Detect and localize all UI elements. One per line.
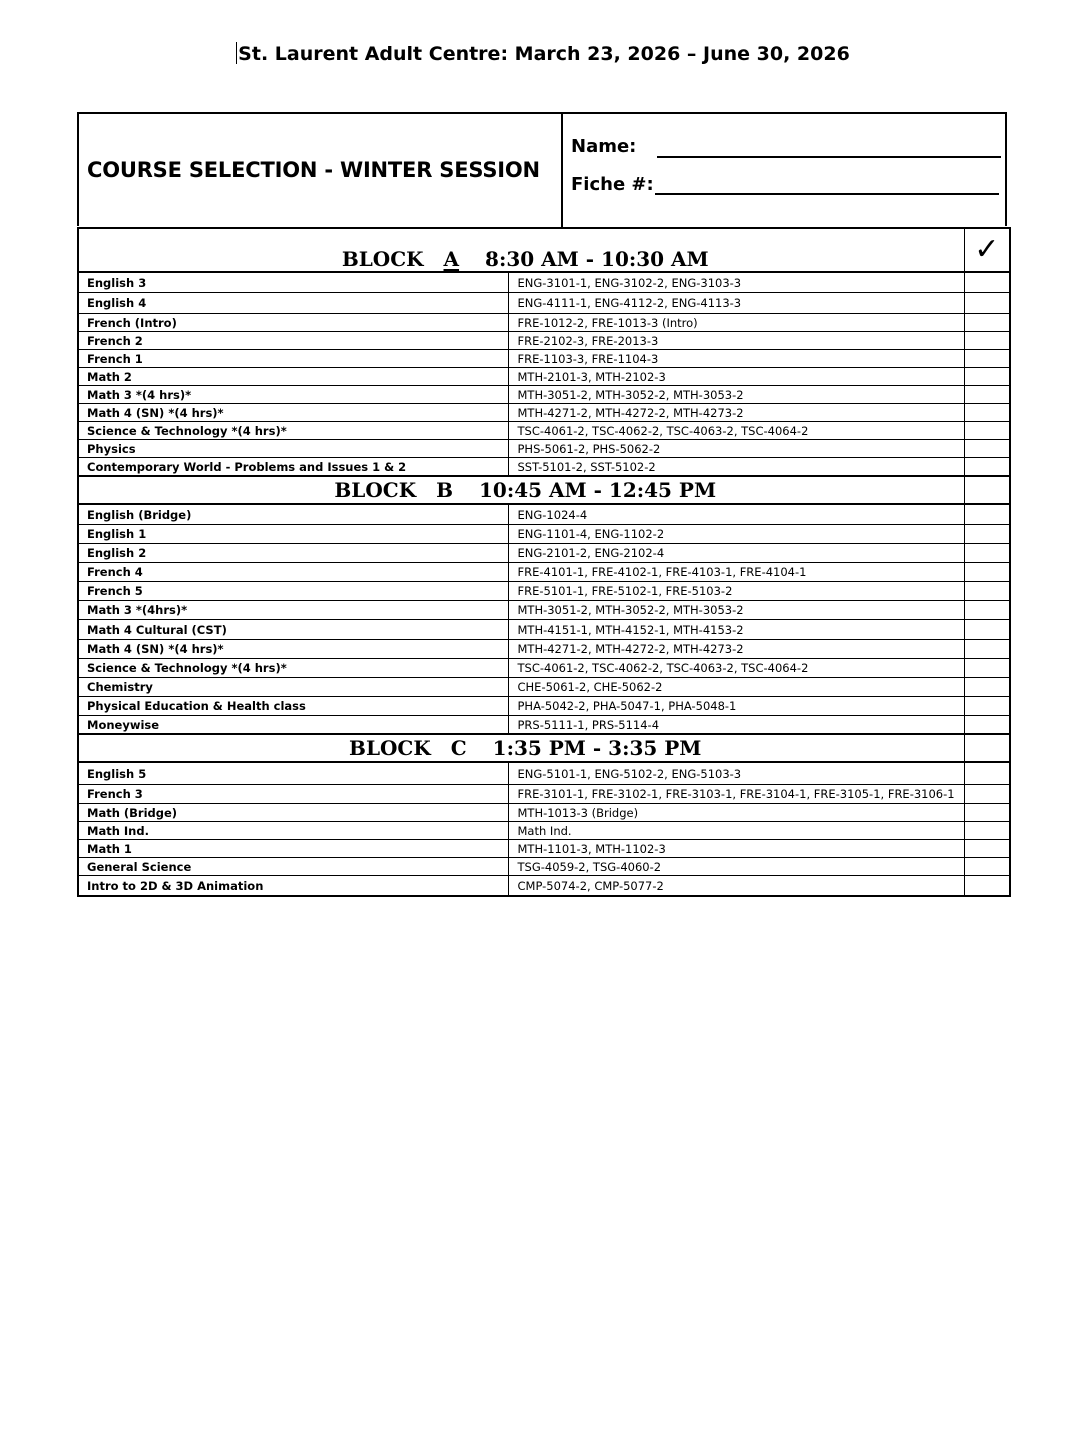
- table-row: [78, 332, 1010, 350]
- course-name: Chemistry: [78, 678, 508, 697]
- table-row: [78, 620, 1010, 640]
- course-codes: FRE-1103-3, FRE-1104-3: [508, 350, 964, 368]
- course-checkbox[interactable]: [964, 272, 1010, 293]
- table-row: [78, 678, 1010, 697]
- course-checkbox[interactable]: [964, 350, 1010, 368]
- course-name: Math 3 *(4 hrs)*: [78, 386, 508, 404]
- course-codes: CHE-5061-2, CHE-5062-2: [508, 678, 964, 697]
- block-label: BLOCK: [349, 736, 431, 760]
- course-checkbox[interactable]: [964, 659, 1010, 678]
- course-checkbox[interactable]: [964, 293, 1010, 314]
- course-codes: MTH-3051-2, MTH-3052-2, MTH-3053-2: [508, 601, 964, 620]
- table-row: [78, 525, 1010, 544]
- course-checkbox[interactable]: [964, 804, 1010, 822]
- table-row: [78, 582, 1010, 601]
- block-letter: C: [450, 736, 467, 760]
- block-title: [78, 476, 964, 504]
- course-name: Math Ind.: [78, 822, 508, 840]
- table-row: [78, 697, 1010, 716]
- course-name: Math 3 *(4hrs)*: [78, 601, 508, 620]
- course-checkbox[interactable]: [964, 762, 1010, 785]
- course-codes: MTH-4271-2, MTH-4272-2, MTH-4273-2: [508, 640, 964, 659]
- table-row: [78, 822, 1010, 840]
- course-checkbox[interactable]: [964, 404, 1010, 422]
- course-checkbox[interactable]: [964, 332, 1010, 350]
- course-checkbox[interactable]: [964, 678, 1010, 697]
- course-checkbox[interactable]: [964, 422, 1010, 440]
- course-codes: MTH-2101-3, MTH-2102-3: [508, 368, 964, 386]
- course-name: French 5: [78, 582, 508, 601]
- course-checkbox[interactable]: [964, 620, 1010, 640]
- course-checkbox[interactable]: [964, 876, 1010, 897]
- table-row: [78, 368, 1010, 386]
- course-checkbox[interactable]: [964, 601, 1010, 620]
- course-checkbox[interactable]: [964, 386, 1010, 404]
- course-name: French 3: [78, 785, 508, 804]
- course-name: English 2: [78, 544, 508, 563]
- course-name: French 2: [78, 332, 508, 350]
- block-check-cell: [964, 476, 1010, 504]
- block-time: 10:45 AM - 12:45 PM: [479, 478, 717, 502]
- course-codes: PHS-5061-2, PHS-5062-2: [508, 440, 964, 458]
- table-row: [78, 504, 1010, 525]
- block-time: 8:30 AM - 10:30 AM: [485, 247, 709, 271]
- course-codes: SST-5101-2, SST-5102-2: [508, 458, 964, 477]
- course-checkbox[interactable]: [964, 544, 1010, 563]
- course-checkbox[interactable]: [964, 563, 1010, 582]
- course-codes: ENG-2101-2, ENG-2102-4: [508, 544, 964, 563]
- course-codes: ENG-4111-1, ENG-4112-2, ENG-4113-3: [508, 293, 964, 314]
- course-codes: ENG-1024-4: [508, 504, 964, 525]
- course-name: French 1: [78, 350, 508, 368]
- block-title: [78, 734, 964, 762]
- course-name: Math 4 (SN) *(4 hrs)*: [78, 640, 508, 659]
- course-codes: TSC-4061-2, TSC-4062-2, TSC-4063-2, TSC-4064-2: [508, 422, 964, 440]
- block-label: BLOCK: [341, 247, 424, 271]
- course-checkbox[interactable]: [964, 785, 1010, 804]
- table-row: [78, 563, 1010, 582]
- block-check-cell: [964, 228, 1010, 272]
- table-row: [78, 716, 1010, 735]
- block-header-row: [78, 734, 1010, 762]
- course-checkbox[interactable]: [964, 858, 1010, 876]
- course-checkbox[interactable]: [964, 440, 1010, 458]
- course-schedule-table: [77, 227, 1011, 897]
- course-selection-form-header: [77, 112, 1007, 226]
- course-codes: MTH-1101-3, MTH-1102-3: [508, 840, 964, 858]
- course-name: Math 2: [78, 368, 508, 386]
- block-time: 1:35 PM - 3:35 PM: [492, 736, 702, 760]
- block-header-row: [78, 228, 1010, 272]
- course-codes: TSC-4061-2, TSC-4062-2, TSC-4063-2, TSC-4064-2: [508, 659, 964, 678]
- course-name: English (Bridge): [78, 504, 508, 525]
- course-name: English 5: [78, 762, 508, 785]
- course-name: Intro to 2D & 3D Animation: [78, 876, 508, 897]
- course-name: General Science: [78, 858, 508, 876]
- course-codes: PRS-5111-1, PRS-5114-4: [508, 716, 964, 735]
- form-heading: COURSE SELECTION - WINTER SESSION: [87, 158, 540, 182]
- course-name: Math 4 Cultural (CST): [78, 620, 508, 640]
- document-title-text: St. Laurent Adult Centre: March 23, 2026 – June 30, 2026: [238, 43, 850, 65]
- course-name: Physical Education & Health class: [78, 697, 508, 716]
- table-row: [78, 659, 1010, 678]
- course-checkbox[interactable]: [964, 640, 1010, 659]
- course-checkbox[interactable]: [964, 368, 1010, 386]
- course-codes: Math Ind.: [508, 822, 964, 840]
- table-row: [78, 293, 1010, 314]
- table-row: [78, 458, 1010, 477]
- table-row: [78, 804, 1010, 822]
- block-label: BLOCK: [334, 478, 417, 502]
- table-row: [78, 314, 1010, 332]
- fiche-label: Fiche #:: [571, 174, 654, 195]
- course-name: Contemporary World - Problems and Issues 1 & 2: [78, 458, 508, 477]
- course-codes: MTH-3051-2, MTH-3052-2, MTH-3053-2: [508, 386, 964, 404]
- course-checkbox[interactable]: [964, 840, 1010, 858]
- course-name: English 4: [78, 293, 508, 314]
- course-name: Moneywise: [78, 716, 508, 735]
- course-name: Physics: [78, 440, 508, 458]
- table-row: [78, 858, 1010, 876]
- course-name: Math (Bridge): [78, 804, 508, 822]
- table-row: [78, 386, 1010, 404]
- course-name: English 1: [78, 525, 508, 544]
- course-codes: FRE-2102-3, FRE-2013-3: [508, 332, 964, 350]
- course-codes: ENG-1101-4, ENG-1102-2: [508, 525, 964, 544]
- table-row: [78, 876, 1010, 897]
- course-codes: MTH-4271-2, MTH-4272-2, MTH-4273-2: [508, 404, 964, 422]
- name-field[interactable]: [657, 156, 1001, 158]
- course-name: Science & Technology *(4 hrs)*: [78, 659, 508, 678]
- course-codes: ENG-3101-1, ENG-3102-2, ENG-3103-3: [508, 272, 964, 293]
- block-letter: B: [436, 478, 454, 502]
- table-row: [78, 422, 1010, 440]
- course-name: Math 4 (SN) *(4 hrs)*: [78, 404, 508, 422]
- fiche-field[interactable]: [655, 193, 999, 195]
- document-title: [0, 42, 1086, 65]
- course-checkbox[interactable]: [964, 314, 1010, 332]
- course-codes: FRE-1012-2, FRE-1013-3 (Intro): [508, 314, 964, 332]
- block-letter: A: [443, 247, 460, 271]
- checkmark-icon: ✓: [974, 232, 1000, 267]
- name-label: Name:: [571, 136, 637, 157]
- course-codes: FRE-3101-1, FRE-3102-1, FRE-3103-1, FRE-3104-1, FRE-3105-1, FRE-3106-1: [508, 785, 964, 804]
- table-row: [78, 840, 1010, 858]
- block-title: [78, 228, 964, 272]
- table-row: [78, 544, 1010, 563]
- course-codes: PHA-5042-2, PHA-5047-1, PHA-5048-1: [508, 697, 964, 716]
- course-checkbox[interactable]: [964, 822, 1010, 840]
- course-name: Math 1: [78, 840, 508, 858]
- course-name: French (Intro): [78, 314, 508, 332]
- block-check-cell: [964, 734, 1010, 762]
- course-checkbox[interactable]: [964, 716, 1010, 735]
- table-row: [78, 404, 1010, 422]
- form-heading-cell: [79, 114, 563, 228]
- course-checkbox[interactable]: [964, 582, 1010, 601]
- table-row: [78, 272, 1010, 293]
- table-row: [78, 762, 1010, 785]
- course-codes: ENG-5101-1, ENG-5102-2, ENG-5103-3: [508, 762, 964, 785]
- course-name: English 3: [78, 272, 508, 293]
- course-checkbox[interactable]: [964, 697, 1010, 716]
- course-codes: CMP-5074-2, CMP-5077-2: [508, 876, 964, 897]
- table-row: [78, 785, 1010, 804]
- table-row: [78, 350, 1010, 368]
- table-row: [78, 440, 1010, 458]
- course-codes: FRE-4101-1, FRE-4102-1, FRE-4103-1, FRE-4104-1: [508, 563, 964, 582]
- course-codes: MTH-1013-3 (Bridge): [508, 804, 964, 822]
- block-header-row: [78, 476, 1010, 504]
- course-codes: FRE-5101-1, FRE-5102-1, FRE-5103-2: [508, 582, 964, 601]
- course-name: Science & Technology *(4 hrs)*: [78, 422, 508, 440]
- table-row: [78, 601, 1010, 620]
- table-row: [78, 640, 1010, 659]
- course-name: French 4: [78, 563, 508, 582]
- course-codes: TSG-4059-2, TSG-4060-2: [508, 858, 964, 876]
- course-codes: MTH-4151-1, MTH-4152-1, MTH-4153-2: [508, 620, 964, 640]
- course-checkbox[interactable]: [964, 525, 1010, 544]
- course-checkbox[interactable]: [964, 458, 1010, 477]
- course-checkbox[interactable]: [964, 504, 1010, 525]
